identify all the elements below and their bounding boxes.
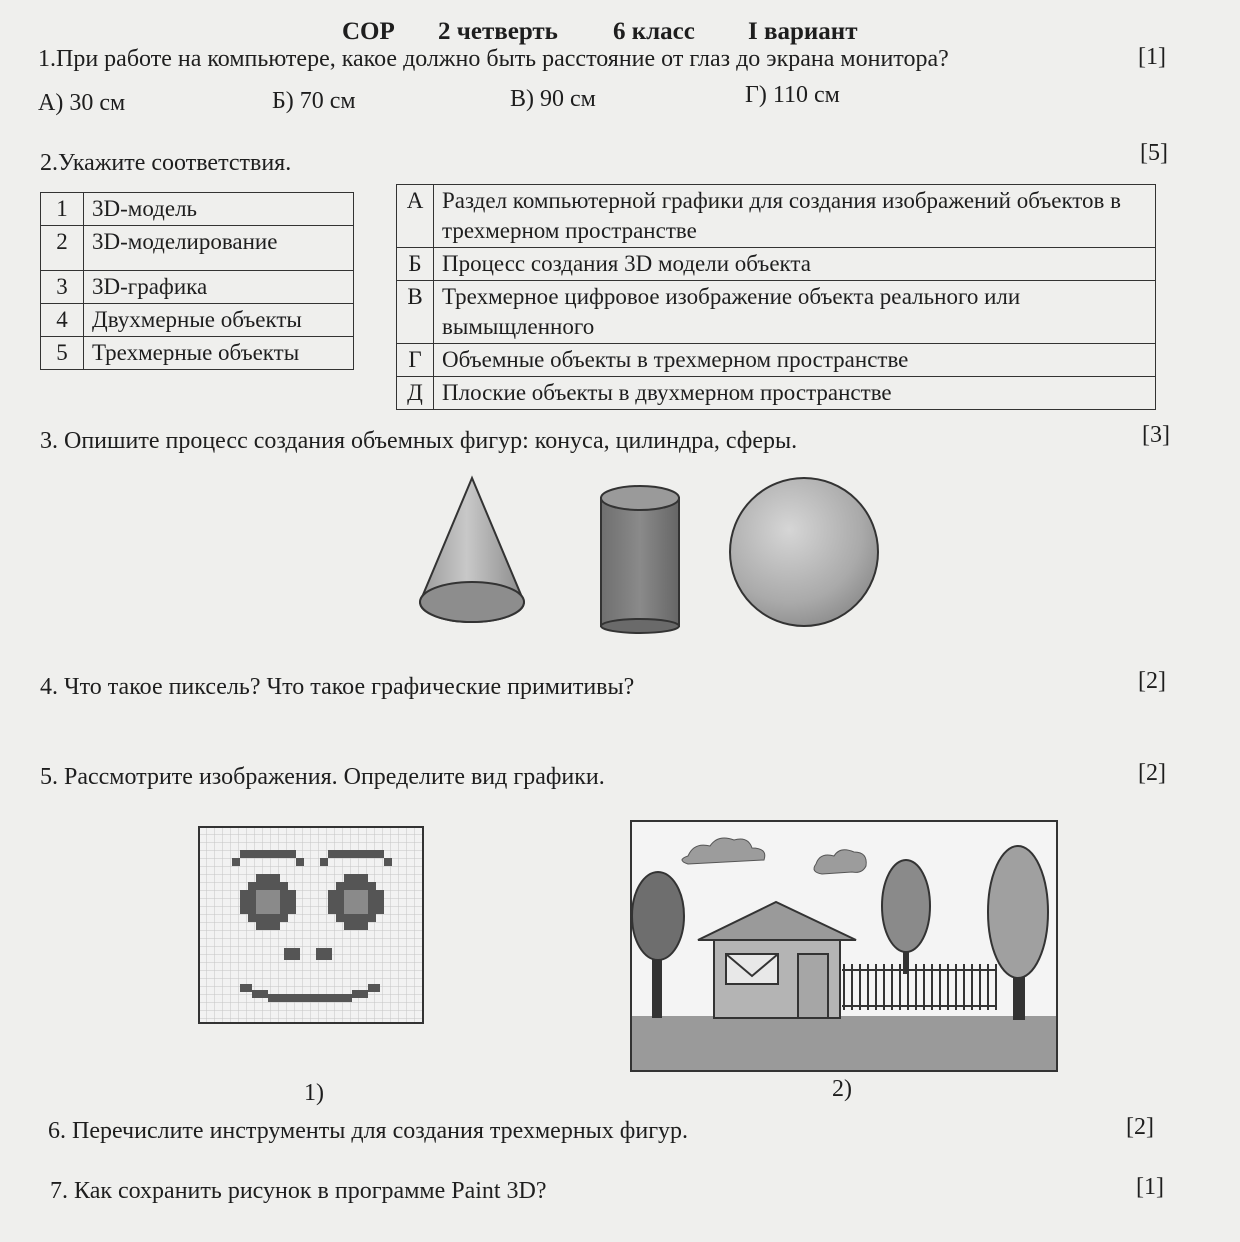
question-1-score: [1] bbox=[1138, 44, 1166, 70]
term-number: 4 bbox=[41, 304, 84, 337]
table-row bbox=[397, 281, 1156, 344]
image-1-label: 1) bbox=[304, 1080, 324, 1106]
q1-option-b: Б) 70 см bbox=[272, 88, 356, 114]
definition-key: Б bbox=[397, 248, 434, 281]
definition-key: Д bbox=[397, 377, 434, 410]
question-5-text: 5. Рассмотрите изображения. Определите вид графики. bbox=[40, 764, 605, 790]
question-7-score: [1] bbox=[1136, 1174, 1164, 1200]
term-text: 3D-графика bbox=[84, 271, 354, 304]
term-text: Двухмерные объекты bbox=[84, 304, 354, 337]
vector-house-image bbox=[630, 820, 1058, 1072]
definition-text: Плоские объекты в двухмерном пространстве bbox=[434, 377, 1156, 410]
table-row bbox=[41, 226, 354, 271]
term-text: Трехмерные объекты bbox=[84, 337, 354, 370]
table-row bbox=[397, 377, 1156, 410]
term-number: 3 bbox=[41, 271, 84, 304]
header-variant: I вариант bbox=[748, 18, 858, 45]
table-row bbox=[41, 193, 354, 226]
table-row bbox=[41, 337, 354, 370]
cone-shape bbox=[420, 478, 524, 622]
question-7-text: 7. Как сохранить рисунок в программе Paint 3D? bbox=[50, 1178, 547, 1204]
question-2-text: 2.Укажите соответствия. bbox=[40, 150, 292, 176]
question-6-score: [2] bbox=[1126, 1114, 1154, 1140]
definition-text: Раздел компьютерной графики для создания изображений объектов в трехмерном пространстве bbox=[434, 185, 1156, 248]
header-title: СОР bbox=[342, 18, 395, 45]
definition-key: А bbox=[397, 185, 434, 248]
sphere-shape bbox=[730, 478, 878, 626]
definition-key: В bbox=[397, 281, 434, 344]
terms-table bbox=[40, 192, 354, 370]
question-6-text: 6. Перечислите инструменты для создания трехмерных фигур. bbox=[48, 1118, 689, 1144]
definition-key: Г bbox=[397, 344, 434, 377]
question-2-score: [5] bbox=[1140, 140, 1168, 166]
image-2-label: 2) bbox=[832, 1076, 852, 1102]
table-row bbox=[397, 248, 1156, 281]
table-row bbox=[397, 185, 1156, 248]
definition-text: Трехмерное цифровое изображение объекта реального или вымыщленного bbox=[434, 281, 1156, 344]
definition-text: Объемные объекты в трехмерном пространстве bbox=[434, 344, 1156, 377]
question-1-text: 1.При работе на компьютере, какое должно быть расстояние от глаз до экрана монитора? bbox=[38, 46, 949, 72]
header-grade: 6 класс bbox=[613, 18, 695, 45]
question-4-score: [2] bbox=[1138, 668, 1166, 694]
definitions-table bbox=[396, 184, 1156, 410]
header-quarter: 2 четверть bbox=[438, 18, 558, 45]
table-row bbox=[397, 344, 1156, 377]
question-4-text: 4. Что такое пиксель? Что такое графические примитивы? bbox=[40, 674, 635, 700]
term-number: 5 bbox=[41, 337, 84, 370]
term-number: 1 bbox=[41, 193, 84, 226]
3d-shapes-figure bbox=[410, 470, 890, 640]
term-text: 3D-модель bbox=[84, 193, 354, 226]
question-3-text: 3. Опишите процесс создания объемных фигур: конуса, цилиндра, сферы. bbox=[40, 428, 798, 454]
term-number: 2 bbox=[41, 226, 84, 271]
cylinder-shape bbox=[601, 486, 679, 633]
q1-option-d: Г) 110 см bbox=[745, 82, 840, 108]
definition-text: Процесс создания 3D модели объекта bbox=[434, 248, 1156, 281]
table-row bbox=[41, 304, 354, 337]
raster-face-image bbox=[198, 826, 424, 1024]
term-text: 3D-моделирование bbox=[84, 226, 354, 271]
q1-option-a: А) 30 см bbox=[38, 90, 126, 116]
q1-option-c: В) 90 см bbox=[510, 86, 596, 112]
question-3-score: [3] bbox=[1142, 422, 1170, 448]
question-5-score: [2] bbox=[1138, 760, 1166, 786]
table-row bbox=[41, 271, 354, 304]
